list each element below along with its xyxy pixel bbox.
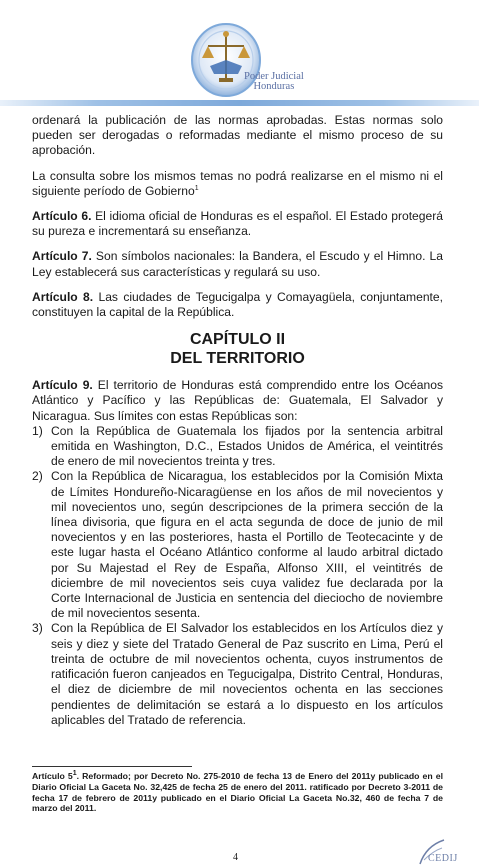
page-number: 4 [233,852,238,863]
article-7-text: Son símbolos nacionales: la Bandera, el Escudo y el Himno. La Ley establecerá sus características y regulará su uso. [32,249,443,279]
list-item-text: Con la República de Guatemala los fijados por la sentencia arbitral emitida en Washington, D.C., Estados Unidos de América, el veintitrés de enero de mil novecientos treinta y tres. [51,423,443,469]
footnote-label: Artículo 5 [32,771,73,781]
article-7-label: Artículo 7. [32,249,92,264]
boundary-list [32,424,443,728]
chapter-title: CAPÍTULO II [189,331,286,349]
chapter-subtitle: DEL TERRITORIO [170,350,305,368]
footnote [32,771,443,814]
list-item-text: Con la República de Nicaragua, los establecidos por la Comisión Mixta de Límites Hondureño-Nicaragüense en los años de mil novecientos y mil novecientos uno, según descripciones de la primera sección de la línea divisoria, que figura en el acta segunda de doce de junio de mil novecientos y en las posteriores, hasta el Portillo de Teotecacinte y de este lugar hasta el Océano Atlántico conforme al laudo arbitral dictado por Su Majestad el Rey de España, Alfonso XIII, el veintitrés de diciembre de mil novecientos seis cuya validez fue declarada por la Corte Internacional de Justicia en sentencia del dieciocho de noviembre de mil novecientos sesenta. [51,469,443,621]
article-9-text: El territorio de Honduras está comprendido entre los Océanos Atlántico y Pacífico y las Repúblicas de: Guatemala, El Salvador y Nicaragua. Sus límites con estas Repúblicas son: [32,378,443,423]
brand-line-2: Honduras [253,81,295,92]
document-body [32,113,443,728]
paragraph-continuation: ordenará la publicación de las normas aprobadas. Estas normas solo pueden ser derogadas o reformadas mediante el mismo proceso de su aprobación. [32,113,443,158]
footnote-text: . Reformado; por Decreto No. 275-2010 de fecha 13 de Enero del 2011y publicado en el Diario Oficial La Gaceta No. 32,425 de fecha 25 de enero del 2011. ratificado por Decreto 3-2011 de fecha 17 de febrero de 2011y publicado en el Diario Oficial La Gaceta No.32, 460 de fecha 7 de marzo del 2011. [32,771,443,814]
list-item [32,424,443,470]
brand-name [244,72,304,92]
article-8 [32,290,443,320]
article-6-label: Artículo 6. [32,209,92,224]
footnote-ref[interactable]: 1 [194,184,199,192]
chapter-heading [32,330,443,368]
list-item-number: 2) [32,469,43,484]
article-6-text: El idioma oficial de Honduras es el español. El Estado protegerá su pureza e incrementará su enseñanza. [32,209,443,239]
paragraph-consulta-text: La consulta sobre los mismos temas no podrá realizarse en el mismo ni el siguiente período de Gobierno [32,168,443,198]
list-item-number: 3) [32,621,43,636]
article-7 [32,249,443,279]
article-8-text: Las ciudades de Tegucigalpa y Comayagüela, conjuntamente, constituyen la capital de la República. [32,289,443,320]
page-header [0,0,479,108]
list-item [32,469,443,621]
corner-logo-text: CEDIJ [428,853,458,864]
footnote-sup: 1 [72,770,77,778]
article-9 [32,378,443,424]
header-accent-bar [0,100,479,106]
list-item-text: Con la República de El Salvador los establecidos en los Artículos diez y seis y diez y siete del Tratado General de Paz suscrito en Lima, Perú el treinta de octubre de mil novecientos ochenta, cuyos instrumentos de ratificación fueron canjeados en Tegucigalpa, Distrito Central, Honduras, el diez de diciembre de mil novecientos ochenta en las secciones pendientes de delimitación se estará a lo dispuesto en los artículos aplicables del Tratado de referencia. [51,621,443,727]
list-item [32,621,443,727]
article-8-label: Artículo 8. [32,289,94,304]
article-6 [32,209,443,239]
paragraph-consulta [32,169,443,199]
list-item-number: 1) [32,423,43,438]
brand-line-1: Poder Judicial [244,71,304,82]
article-9-label: Artículo 9. [32,378,93,393]
footnote-separator [32,766,192,767]
